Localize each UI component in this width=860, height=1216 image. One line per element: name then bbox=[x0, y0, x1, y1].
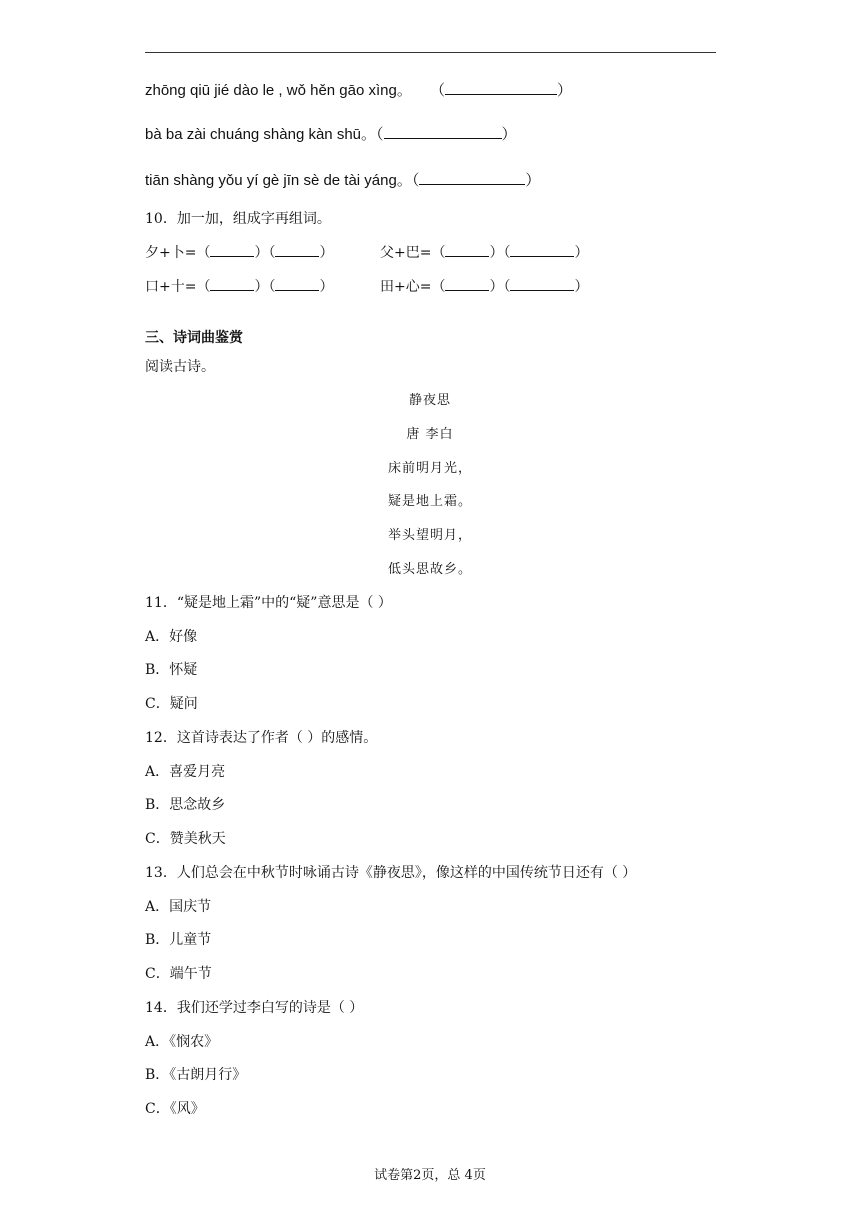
poem-line-1: 床前明月光， bbox=[387, 461, 472, 476]
word-blank[interactable] bbox=[510, 276, 574, 291]
option-c[interactable]: C．《风》 bbox=[145, 1101, 205, 1117]
pinyin-item-1 bbox=[145, 79, 572, 100]
option-a[interactable]: A．喜爱月亮 bbox=[145, 764, 226, 780]
paren-open: （ bbox=[431, 245, 446, 261]
paren-close: ） bbox=[574, 245, 589, 261]
paren-close: ） bbox=[525, 172, 541, 189]
poem-line-2: 疑是地上霜。 bbox=[387, 494, 472, 509]
paren-close: ） bbox=[319, 245, 334, 261]
paren-open: （ bbox=[431, 279, 446, 295]
option-b[interactable]: B．思念故乡 bbox=[145, 797, 226, 813]
pinyin-text: bà ba zài chuáng shàng kàn shū。 bbox=[145, 126, 376, 143]
option-c[interactable]: C．疑问 bbox=[145, 696, 198, 712]
paren-open: （ bbox=[268, 279, 276, 295]
option-a[interactable]: A．《悯农》 bbox=[145, 1034, 219, 1050]
char-formula: 父+巴= bbox=[380, 245, 432, 261]
option-a[interactable]: A．好像 bbox=[145, 629, 198, 645]
poem-line-4: 低头思故乡。 bbox=[387, 562, 472, 577]
pinyin-text: tiān shàng yǒu yí gè jīn sè de tài yáng。 bbox=[145, 172, 412, 189]
paren-open: （ bbox=[503, 245, 511, 261]
paren-close: ） bbox=[501, 126, 517, 143]
answer-blank[interactable] bbox=[419, 170, 525, 185]
section-instruction: 阅读古诗。 bbox=[145, 359, 215, 375]
paren-open: （ bbox=[376, 126, 384, 143]
paren-open: （ bbox=[503, 279, 511, 295]
poem-line-3: 举头望明月， bbox=[387, 528, 472, 543]
char-blank[interactable] bbox=[445, 276, 489, 291]
question-12-stem: 12．这首诗表达了作者（ ）的感情。 bbox=[145, 730, 378, 746]
question-13-stem: 13．人们总会在中秋节时咏诵古诗《静夜思》，像这样的中国传统节日还有（ ） bbox=[145, 865, 637, 881]
pinyin-item-3 bbox=[145, 169, 540, 190]
paren-close: ） bbox=[254, 279, 269, 295]
char-formula: 夕+卜= bbox=[145, 245, 197, 261]
answer-blank[interactable] bbox=[384, 124, 502, 139]
pinyin-item-2 bbox=[145, 123, 517, 144]
section-heading: 三、诗词曲鉴赏 bbox=[145, 330, 243, 346]
header-rule bbox=[145, 52, 716, 53]
paren-close: ） bbox=[574, 279, 589, 295]
char-blank[interactable] bbox=[210, 242, 254, 257]
paren-close: ） bbox=[319, 279, 334, 295]
page-footer: 试卷第2页，总 4页 bbox=[374, 1168, 486, 1183]
pinyin-text: zhōng qiū jié dào le , wǒ hěn gāo xìng。 bbox=[145, 82, 412, 99]
option-c[interactable]: C．赞美秋天 bbox=[145, 831, 226, 847]
paren-close: ） bbox=[557, 82, 573, 99]
option-b[interactable]: B．《古朗月行》 bbox=[145, 1067, 247, 1083]
poem-title: 静夜思 bbox=[408, 393, 451, 408]
question-11-stem: 11．“疑是地上霜”中的“疑”意思是（ ） bbox=[145, 595, 392, 611]
char-formula: 田+心= bbox=[380, 279, 432, 295]
paren-open: （ bbox=[411, 172, 420, 189]
q10-row-1-right bbox=[380, 242, 588, 262]
q10-title: 10．加一加，组成字再组词。 bbox=[145, 211, 331, 227]
option-b[interactable]: B．儿童节 bbox=[145, 932, 212, 948]
q10-row-1-left bbox=[145, 242, 333, 262]
q10-row-2-left bbox=[145, 276, 333, 296]
answer-blank[interactable] bbox=[445, 80, 557, 95]
poem-author: 唐 李白 bbox=[406, 427, 454, 442]
char-formula: 口+十= bbox=[145, 279, 197, 295]
paren-close: ） bbox=[254, 245, 269, 261]
char-blank[interactable] bbox=[210, 276, 254, 291]
paren-close: ） bbox=[489, 245, 504, 261]
word-blank[interactable] bbox=[275, 276, 319, 291]
paren-open: （ bbox=[196, 245, 211, 261]
paren-open: （ bbox=[268, 245, 276, 261]
paren-open: （ bbox=[196, 279, 211, 295]
word-blank[interactable] bbox=[510, 242, 574, 257]
option-a[interactable]: A．国庆节 bbox=[145, 899, 212, 915]
option-c[interactable]: C．端午节 bbox=[145, 966, 212, 982]
char-blank[interactable] bbox=[445, 242, 489, 257]
option-b[interactable]: B．怀疑 bbox=[145, 662, 198, 678]
word-blank[interactable] bbox=[275, 242, 319, 257]
question-14-stem: 14．我们还学过李白写的诗是（ ） bbox=[145, 1000, 364, 1016]
paren-close: ） bbox=[489, 279, 504, 295]
q10-row-2-right bbox=[380, 276, 588, 296]
paren-open: （ bbox=[430, 82, 446, 99]
